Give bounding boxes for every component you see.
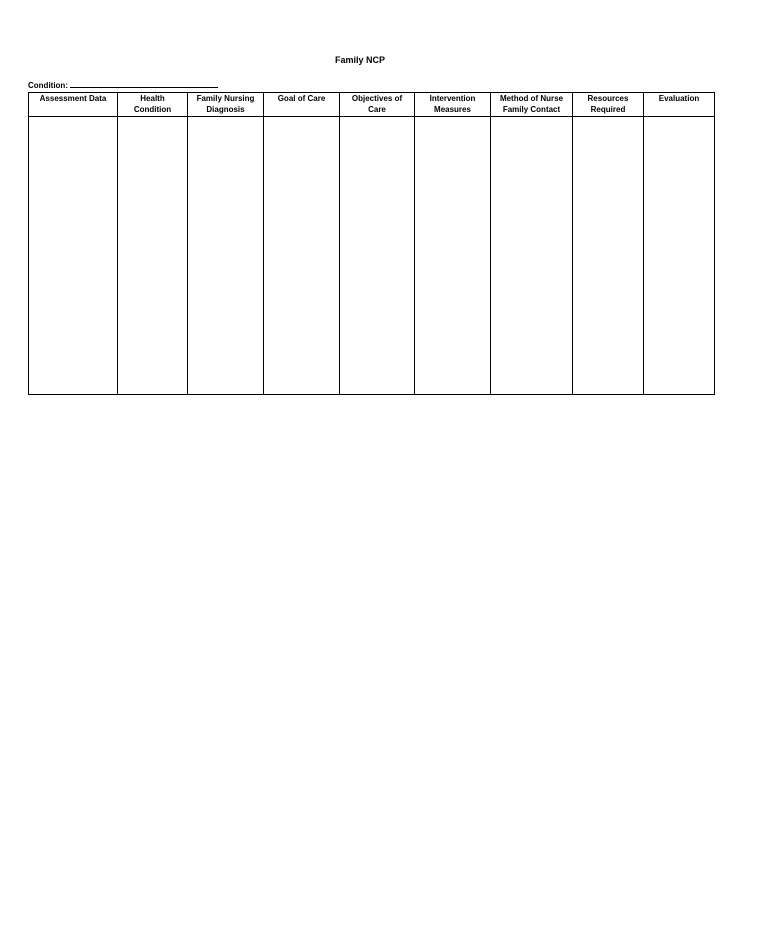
header-objectives-of-care: Objectives of Care [340,93,415,117]
header-method-of-nurse-family-contact: Method of Nurse Family Contact [491,93,573,117]
cell-evaluation[interactable] [644,117,715,395]
condition-field [28,80,218,90]
header-family-nursing-diagnosis: Family Nursing Diagnosis [188,93,264,117]
table-row [29,117,715,395]
ncp-table [28,92,715,395]
header-intervention-measures: Intervention Measures [415,93,491,117]
cell-goal-of-care[interactable] [264,117,340,395]
cell-intervention-measures[interactable] [415,117,491,395]
header-evaluation: Evaluation [644,93,715,117]
cell-resources-required[interactable] [573,117,644,395]
header-health-condition: Health Condition [118,93,188,117]
header-goal-of-care: Goal of Care [264,93,340,117]
cell-assessment-data[interactable] [29,117,118,395]
header-assessment-data: Assessment Data [29,93,118,117]
condition-blank-line [70,80,218,88]
condition-label: Condition: [28,81,68,90]
cell-method-of-nurse-family-contact[interactable] [491,117,573,395]
document-title: Family NCP [334,55,385,65]
cell-objectives-of-care[interactable] [340,117,415,395]
header-resources-required: Resources Required [573,93,644,117]
cell-health-condition[interactable] [118,117,188,395]
cell-family-nursing-diagnosis[interactable] [188,117,264,395]
table-header-row [29,93,715,117]
